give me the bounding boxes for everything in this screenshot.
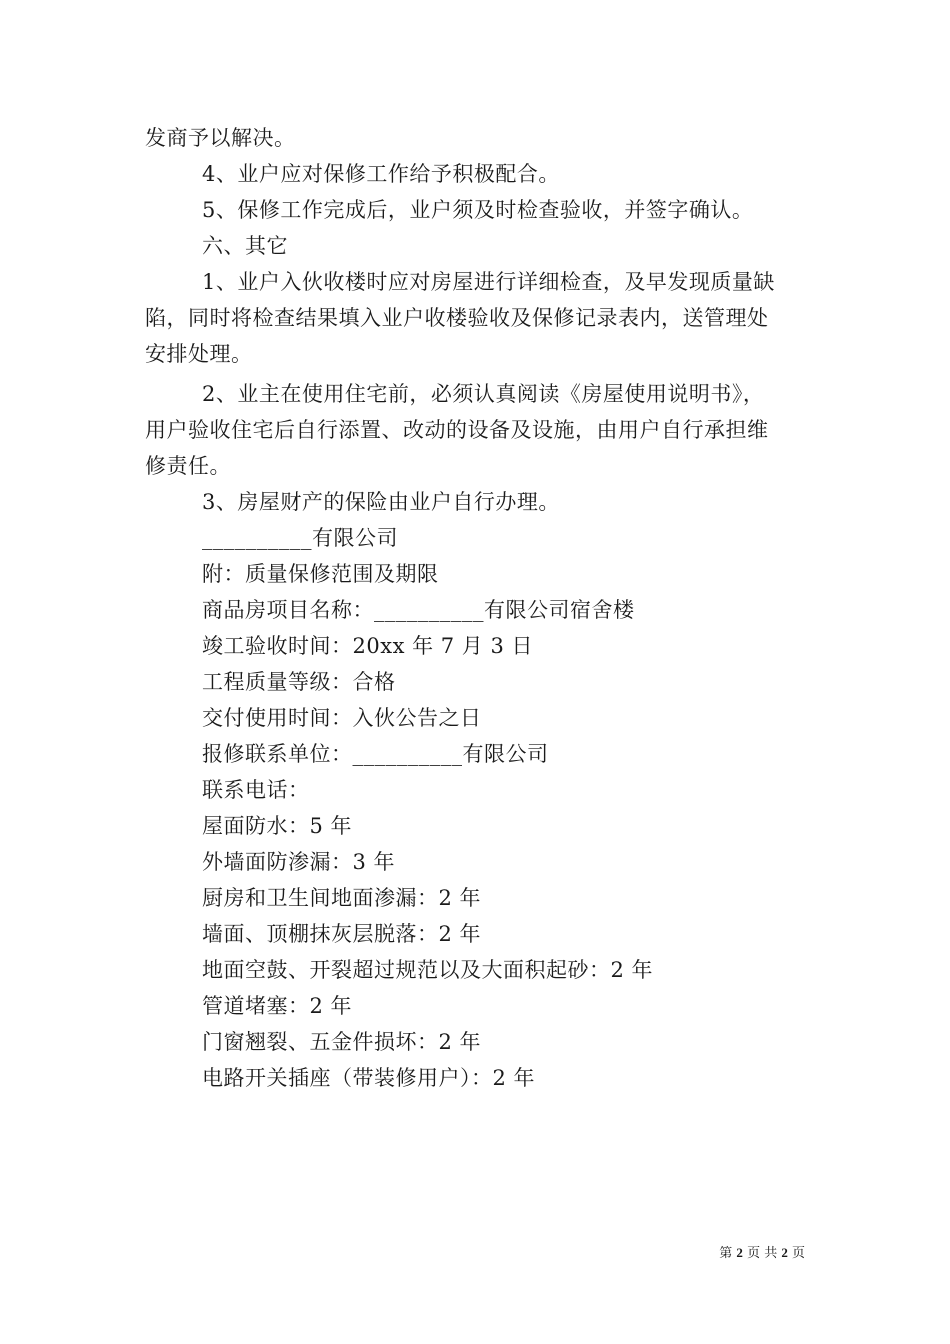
delivery-date-line: 交付使用时间：入伙公告之日 xyxy=(202,706,482,730)
page-footer xyxy=(719,1244,805,1263)
warranty-item-kitchen-bathroom: 厨房和卫生间地面渗漏：2 年 xyxy=(202,886,482,910)
text-line-1: 发商予以解决。 xyxy=(145,126,296,150)
text-line-10: 修责任。 xyxy=(145,454,231,478)
text-line-8: 2、业主在使用住宅前，必须认真阅读《房屋使用说明书》， xyxy=(202,382,765,406)
warranty-item-floor: 地面空鼓、开裂超过规范以及大面积起砂：2 年 xyxy=(202,958,654,982)
quality-grade-line: 工程质量等级：合格 xyxy=(202,670,396,694)
warranty-item-pipes: 管道堵塞：2 年 xyxy=(202,994,353,1018)
text-line-3: 5、保修工作完成后，业户须及时检查验收，并签字确认。 xyxy=(202,198,754,222)
completion-date-line: 竣工验收时间：20xx 年 7 月 3 日 xyxy=(202,634,534,658)
warranty-item-exterior-wall: 外墙面防渗漏：3 年 xyxy=(202,850,396,874)
total-page-number: 2 xyxy=(781,1245,788,1260)
appendix-title: 附：质量保修范围及期限 xyxy=(202,562,439,586)
project-name-line: 商品房项目名称：__________有限公司宿舍楼 xyxy=(202,598,635,622)
text-line-11: 3、房屋财产的保险由业户自行办理。 xyxy=(202,490,560,514)
company-signature-line: __________有限公司 xyxy=(202,526,398,550)
warranty-item-electrical: 电路开关插座（带装修用户）：2 年 xyxy=(202,1066,536,1090)
text-line-2: 4、业户应对保修工作给予积极配合。 xyxy=(202,162,560,186)
footer-prefix: 第 xyxy=(719,1246,733,1261)
warranty-item-plaster: 墙面、顶棚抹灰层脱落：2 年 xyxy=(202,922,482,946)
warranty-item-roof: 屋面防水：5 年 xyxy=(202,814,353,838)
text-line-7: 安排处理。 xyxy=(145,342,253,366)
warranty-item-windows: 门窗翘裂、五金件损坏：2 年 xyxy=(202,1030,482,1054)
section-heading-other: 六、其它 xyxy=(202,234,288,258)
text-line-9: 用户验收住宅后自行添置、改动的设备及设施，由用户自行承担维 xyxy=(145,418,769,442)
phone-line: 联系电话： xyxy=(202,778,310,802)
footer-suffix: 页 xyxy=(791,1246,805,1261)
text-line-6: 陷，同时将检查结果填入业户收楼验收及保修记录表内，送管理处 xyxy=(145,306,769,330)
repair-contact-line: 报修联系单位：__________有限公司 xyxy=(202,742,549,766)
current-page-number: 2 xyxy=(736,1245,743,1260)
footer-middle: 页 共 xyxy=(747,1246,778,1261)
text-line-5: 1、业户入伙收楼时应对房屋进行详细检查，及早发现质量缺 xyxy=(202,270,775,294)
